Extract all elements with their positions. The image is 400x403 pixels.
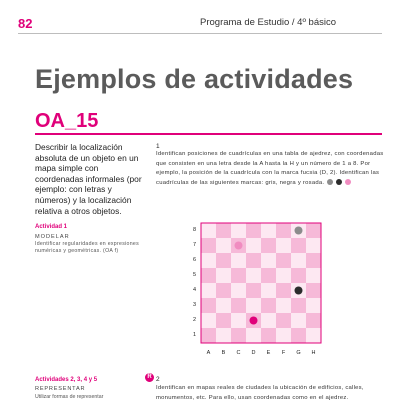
board-cell-C6 bbox=[231, 253, 246, 268]
section-title: Ejemplos de actividades bbox=[35, 64, 354, 94]
column-label-D: D bbox=[251, 350, 256, 356]
board-cell-A3 bbox=[201, 298, 216, 313]
board-cell-D4 bbox=[246, 283, 261, 298]
column-label-E: E bbox=[266, 350, 271, 356]
board-cell-D5 bbox=[246, 268, 261, 283]
board-cell-A8 bbox=[201, 223, 216, 238]
oa-rule bbox=[35, 133, 382, 135]
board-cell-E3 bbox=[261, 298, 276, 313]
board-cell-F6 bbox=[276, 253, 291, 268]
exercise1-number: 1 bbox=[156, 143, 160, 150]
board-cell-F4 bbox=[276, 283, 291, 298]
activity2-description: Utilizar formas de representar bbox=[35, 394, 104, 400]
board-cell-F2 bbox=[276, 313, 291, 328]
board-cell-B4 bbox=[216, 283, 231, 298]
board-cell-G7 bbox=[291, 238, 306, 253]
board-cell-D7 bbox=[246, 238, 261, 253]
page-number: 82 bbox=[18, 16, 33, 31]
board-cell-A2 bbox=[201, 313, 216, 328]
board-cell-H6 bbox=[306, 253, 321, 268]
board-cell-B3 bbox=[216, 298, 231, 313]
column-label-C: C bbox=[236, 350, 241, 356]
marker-pink-icon bbox=[235, 242, 243, 250]
activity2-title: Actividades 2, 3, 4 y 5 bbox=[35, 377, 98, 383]
oa-code: OA_15 bbox=[35, 110, 99, 132]
board-cell-B5 bbox=[216, 268, 231, 283]
exercise2-number: 2 bbox=[156, 376, 160, 383]
board-cell-F1 bbox=[276, 328, 291, 343]
board-cell-E2 bbox=[261, 313, 276, 328]
board-cell-B6 bbox=[216, 253, 231, 268]
board-cell-E6 bbox=[261, 253, 276, 268]
board-cell-B7 bbox=[216, 238, 231, 253]
board-cell-F7 bbox=[276, 238, 291, 253]
board-cell-E7 bbox=[261, 238, 276, 253]
column-label-A: A bbox=[206, 350, 211, 356]
board-cell-E5 bbox=[261, 268, 276, 283]
exercise2-badge-icon: R bbox=[145, 373, 154, 382]
board-cell-C3 bbox=[231, 298, 246, 313]
board-cell-F5 bbox=[276, 268, 291, 283]
marker-fuchsia-icon bbox=[250, 317, 258, 325]
board-cell-G3 bbox=[291, 298, 306, 313]
row-label-4: 4 bbox=[192, 287, 196, 293]
row-label-1: 1 bbox=[192, 332, 196, 338]
board-cell-E4 bbox=[261, 283, 276, 298]
board-cell-G6 bbox=[291, 253, 306, 268]
board-cell-F3 bbox=[276, 298, 291, 313]
board-cell-A1 bbox=[201, 328, 216, 343]
board-cell-F8 bbox=[276, 223, 291, 238]
board-cell-E8 bbox=[261, 223, 276, 238]
board-cell-A4 bbox=[201, 283, 216, 298]
activity2-skill: REPRESENTAR bbox=[35, 386, 86, 392]
board-cell-B2 bbox=[216, 313, 231, 328]
column-label-H: H bbox=[311, 350, 316, 356]
column-label-F: F bbox=[281, 350, 286, 356]
board-cell-C5 bbox=[231, 268, 246, 283]
board-cell-C1 bbox=[231, 328, 246, 343]
board-cell-H4 bbox=[306, 283, 321, 298]
board-cell-B8 bbox=[216, 223, 231, 238]
column-label-B: B bbox=[221, 350, 226, 356]
board-cell-G1 bbox=[291, 328, 306, 343]
board-cell-C2 bbox=[231, 313, 246, 328]
board-cell-D1 bbox=[246, 328, 261, 343]
board-cell-D3 bbox=[246, 298, 261, 313]
activity1-skill: MODELAR bbox=[35, 234, 70, 240]
board-cell-H8 bbox=[306, 223, 321, 238]
row-label-2: 2 bbox=[192, 317, 196, 323]
chess-board bbox=[200, 222, 322, 344]
board-cell-D8 bbox=[246, 223, 261, 238]
board-cell-D6 bbox=[246, 253, 261, 268]
row-label-8: 8 bbox=[192, 227, 196, 233]
gray-dot-icon bbox=[327, 179, 333, 185]
activity1-title: Actividad 1 bbox=[35, 224, 68, 230]
learning-objective: Describir la localización absoluta de un objeto en un mapa simple con coordenadas informales (por ejemplo: con letras y números) y la localización relativa a otros objetos. bbox=[35, 142, 142, 216]
board-cell-H5 bbox=[306, 268, 321, 283]
activity1-description: Identificar regularidades en expresiones numéricas y geométricas. (OA f) bbox=[35, 241, 139, 254]
row-label-6: 6 bbox=[192, 257, 196, 263]
board-cell-A6 bbox=[201, 253, 216, 268]
board-cell-H3 bbox=[306, 298, 321, 313]
board-cell-B1 bbox=[216, 328, 231, 343]
header-rule bbox=[18, 33, 382, 34]
board-cell-A7 bbox=[201, 238, 216, 253]
board-cell-A5 bbox=[201, 268, 216, 283]
board-cell-C4 bbox=[231, 283, 246, 298]
board-cell-G2 bbox=[291, 313, 306, 328]
board-cell-H7 bbox=[306, 238, 321, 253]
exercise1-text bbox=[156, 150, 386, 188]
row-label-5: 5 bbox=[192, 272, 196, 278]
exercise2-text: Identifican en mapas reales de ciudades la ubicación de edificios, calles, monumentos, etc. Para ello, usan coordenadas como en el ajedrez. bbox=[156, 385, 364, 401]
board-cell-G5 bbox=[291, 268, 306, 283]
board-cell-H2 bbox=[306, 313, 321, 328]
black-dot-icon bbox=[336, 179, 342, 185]
running-header: Programa de Estudio / 4º básico bbox=[200, 17, 337, 28]
board-cell-C8 bbox=[231, 223, 246, 238]
marker-gray-icon bbox=[295, 227, 303, 235]
pink-dot-icon bbox=[345, 179, 351, 185]
column-label-G: G bbox=[296, 350, 301, 356]
row-label-7: 7 bbox=[192, 242, 196, 248]
board-cell-E1 bbox=[261, 328, 276, 343]
board-cell-H1 bbox=[306, 328, 321, 343]
marker-black-icon bbox=[295, 287, 303, 295]
exercise1-body: Identifican posiciones de cuadrículas en una tabla de ajedrez, con coordenadas que consisten en una letra desde la A hasta la H y un número de 1 a 8. Por ejemplo, la posición de la cuadrícula con la marca fucsia (D, 2). Identifican las cuadrículas de las siguientes marcas: gris, negra y rosada. bbox=[156, 151, 384, 186]
row-label-3: 3 bbox=[192, 302, 196, 308]
